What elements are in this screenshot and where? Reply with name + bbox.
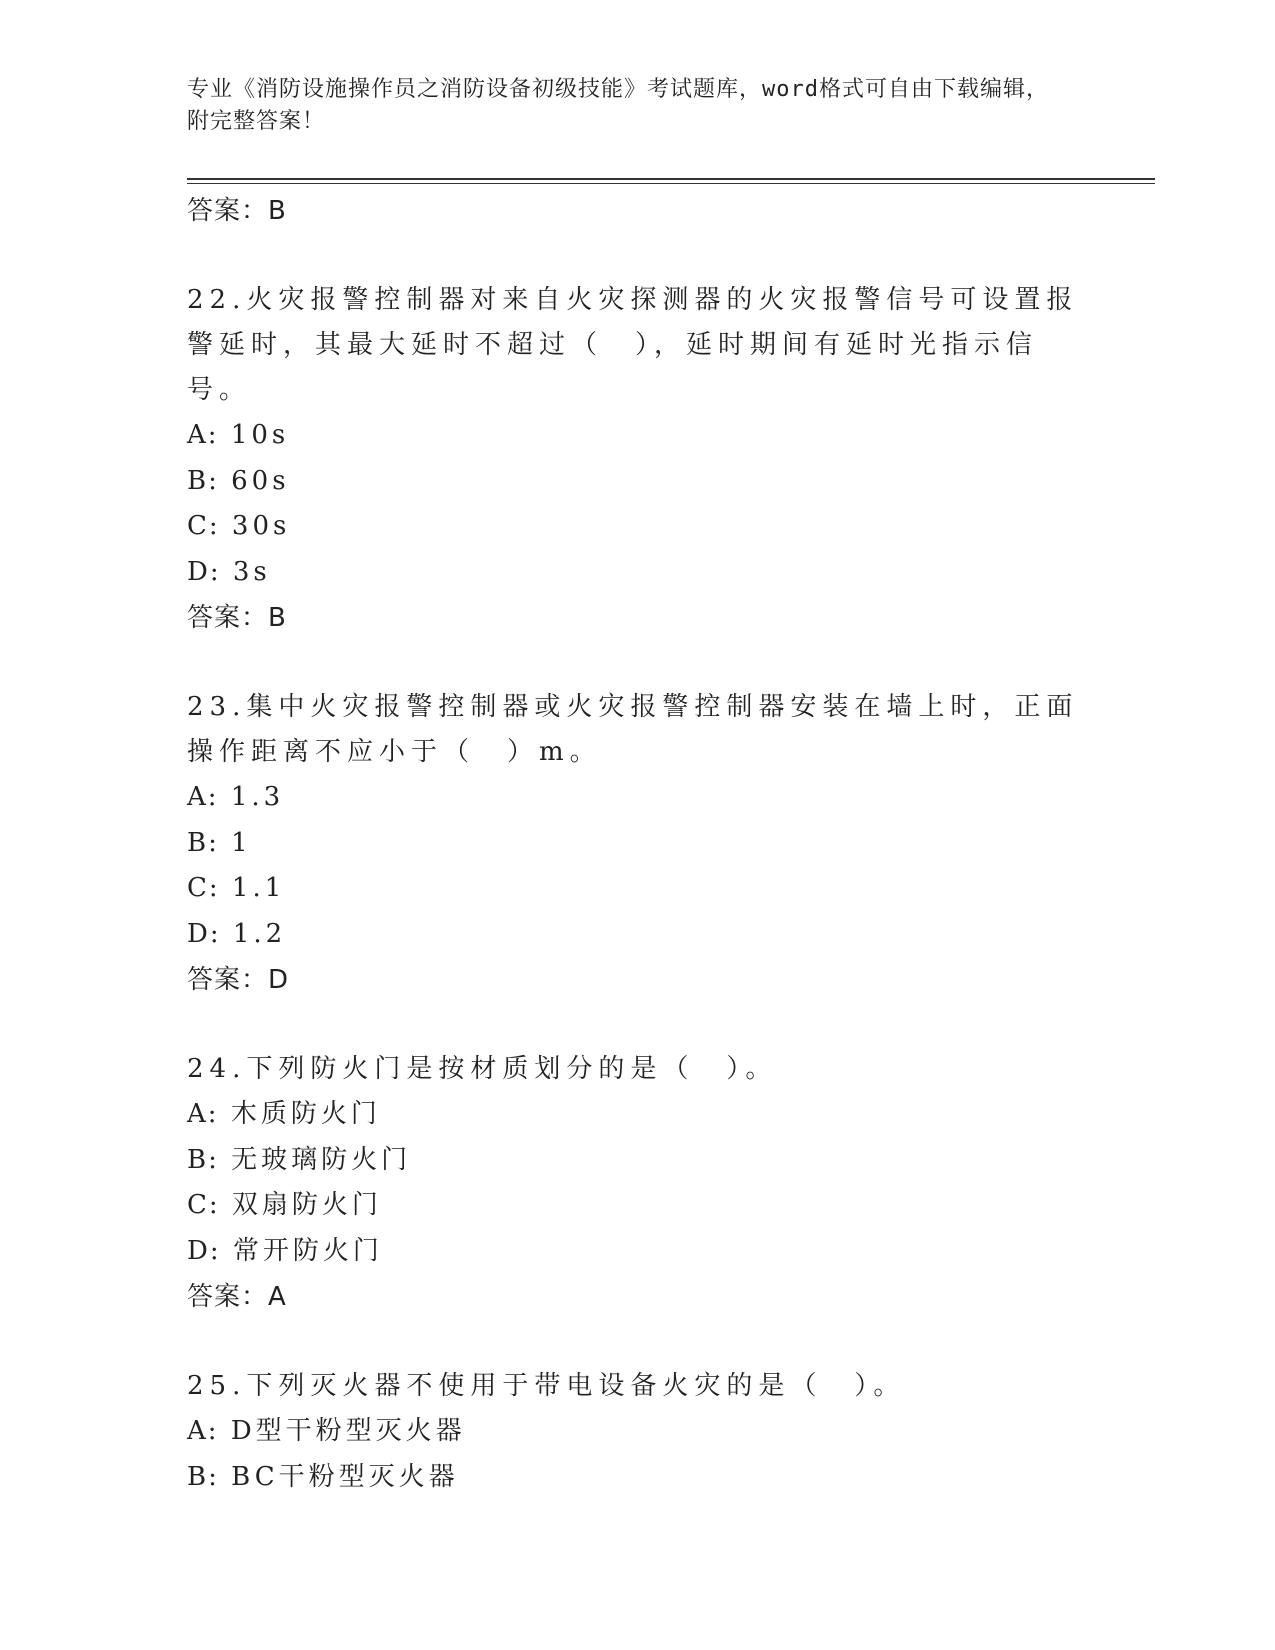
option-b [187,459,1087,505]
option-c [187,866,1087,912]
option-text: 常开防火门 [232,1235,383,1266]
option-a [187,413,1087,459]
answer-line [187,1274,1087,1320]
option-d [187,1229,1087,1275]
option-key: D: [187,556,221,587]
option-b [187,821,1087,867]
option-key: D: [187,918,221,949]
option-text: 60s [231,465,290,496]
option-key: C: [187,511,220,541]
answer-label: 答案： [187,603,269,633]
option-text: 1.3 [230,782,285,812]
question-stem [187,1364,1087,1409]
option-text: 木质防火门 [230,1099,381,1129]
option-text: 3s [232,556,271,587]
question-block [187,685,1087,1003]
option-key: B: [187,1461,219,1492]
option-key: B: [187,465,219,496]
option-b [187,1455,1087,1501]
question-block [187,1047,1087,1320]
option-text: D型干粉型灭火器 [230,1416,466,1446]
header-text: 专业《消防设施操作员之消防设备初级技能》考试题库，word格式可自由下载编辑，附完整答案！ [187,77,1049,134]
question-block [187,1364,1087,1500]
option-d [187,912,1087,958]
question-stem [187,685,1087,775]
option-key: D: [187,1235,221,1266]
question-block [187,278,1087,641]
header-divider-thin [187,183,1155,184]
option-key: B: [187,1144,219,1175]
answer-line [187,595,1087,641]
option-a [187,775,1087,821]
option-a [187,1409,1087,1455]
option-text: 1.1 [231,873,286,903]
option-text: 1.2 [232,918,287,949]
option-key: A: [187,1099,219,1129]
option-c [187,504,1087,550]
option-key: A: [187,782,219,812]
option-text: 双扇防火门 [231,1190,382,1220]
question-text: 集中火灾报警控制器或火灾报警控制器安装在墙上时，正面操作距离不应小于（ ）m。 [187,692,1079,767]
answer-label: 答案： [187,196,269,226]
answer-value: B [268,196,286,226]
question-number: 22. [187,285,247,315]
answer-line [187,188,1087,234]
header-divider-thick [187,178,1155,180]
option-key: B: [187,827,219,858]
question-stem [187,1047,1087,1092]
question-text: 火灾报警控制器对来自火灾探测器的火灾报警信号可设置报警延时，其最大延时不超过（ ），延时期间有延时光指示信号。 [187,285,1079,405]
question-text: 下列防火门是按材质划分的是（ ）。 [246,1054,778,1084]
option-c [187,1183,1087,1229]
answer-value: A [268,1282,286,1312]
question-list [187,188,1087,1500]
question-number: 25. [187,1371,247,1401]
option-a [187,1092,1087,1138]
document-header [187,74,1067,138]
option-key: A: [187,1416,219,1446]
option-text: 30s [231,511,291,541]
question-text: 下列灭火器不使用于带电设备火灾的是（ ）。 [246,1371,906,1401]
option-key: C: [187,873,220,903]
question-stem [187,278,1087,413]
answer-value: B [268,603,286,633]
option-text: BC干粉型灭火器 [231,1461,459,1492]
option-text: 10s [230,420,290,450]
option-key: C: [187,1190,220,1220]
answer-label: 答案： [187,965,269,995]
option-text: 无玻璃防火门 [231,1144,412,1175]
option-text: 1 [231,827,252,858]
question-number: 23. [187,692,247,722]
option-d [187,550,1087,596]
answer-label: 答案： [187,1282,269,1312]
answer-line [187,957,1087,1003]
option-b [187,1138,1087,1184]
question-number: 24. [187,1054,247,1084]
answer-value: D [268,965,289,995]
option-key: A: [187,420,219,450]
